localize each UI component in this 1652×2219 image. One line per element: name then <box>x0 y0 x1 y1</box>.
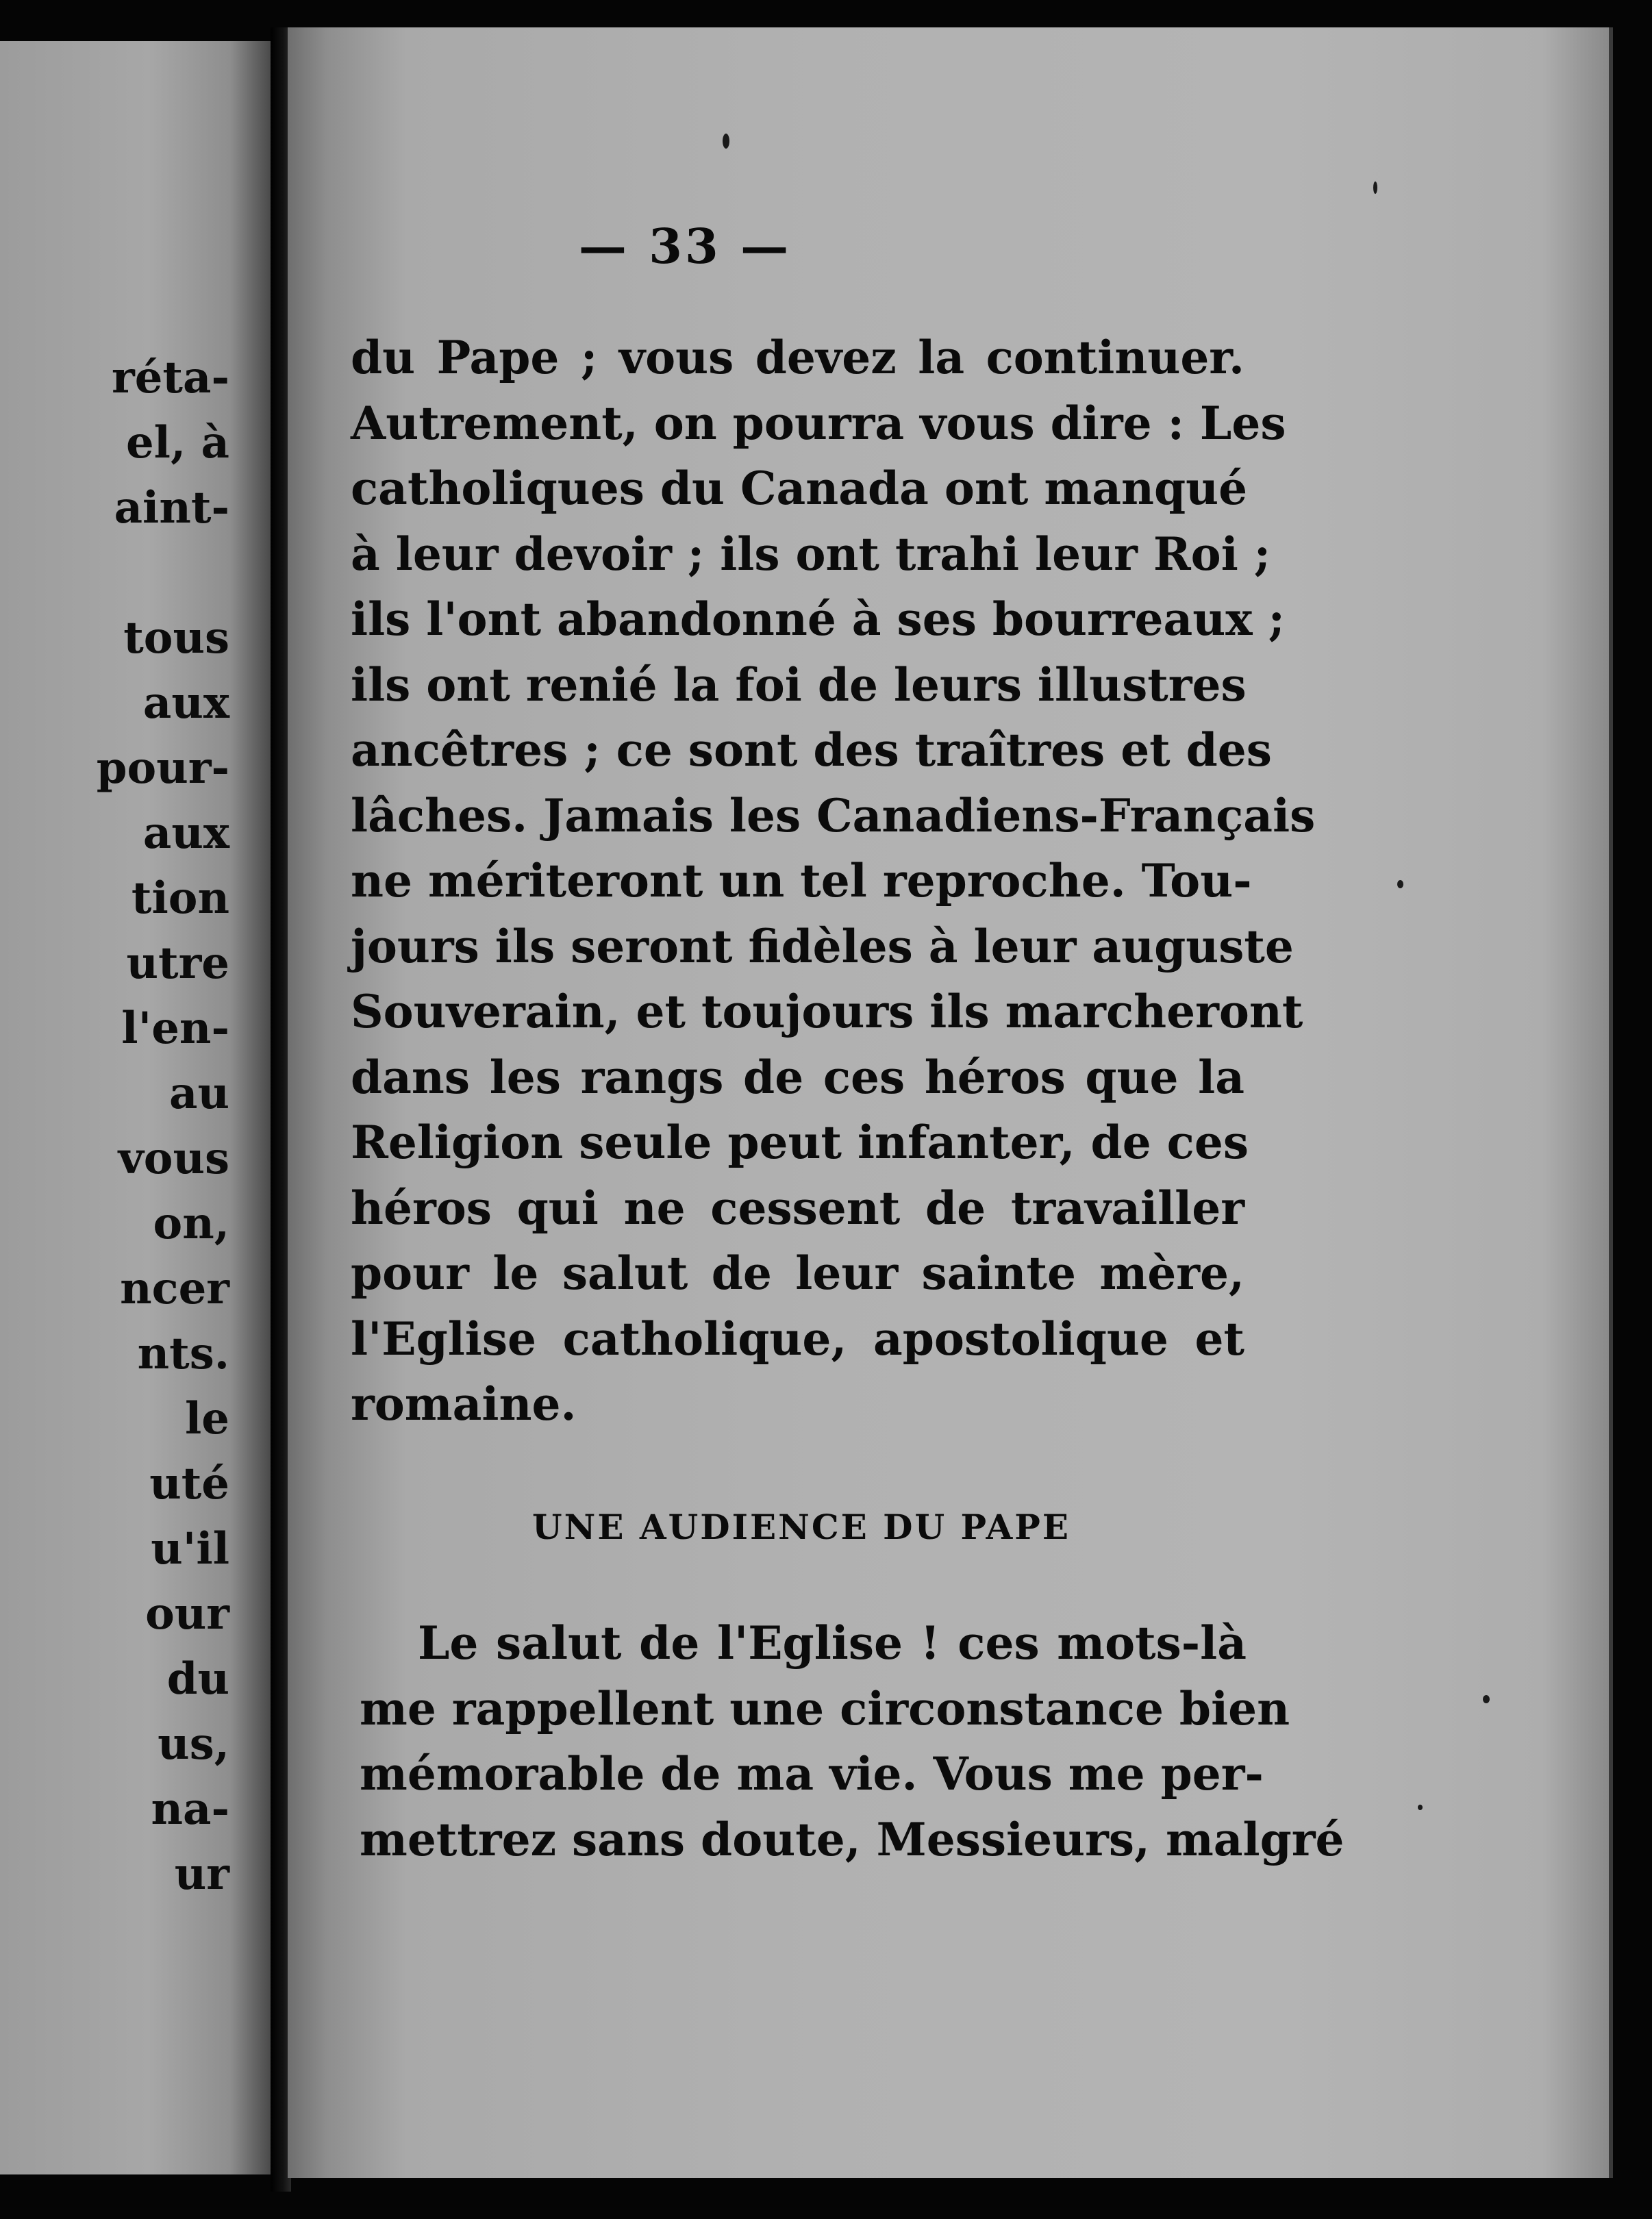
left-page-line: aux <box>142 807 229 859</box>
scan-speck <box>1483 1695 1490 1703</box>
left-page-line: aint- <box>114 482 229 534</box>
text-line: mettrez sans doute, Messieurs, malgré <box>360 1812 1344 1866</box>
left-page-line: us, <box>158 1718 229 1770</box>
left-page-line: nts. <box>137 1328 229 1379</box>
text-line: Souverain, et toujours ils marcheront <box>351 985 1303 1038</box>
scan-speck <box>1418 1805 1423 1810</box>
text-line: ne mériteront un tel reproche. Tou- <box>351 854 1252 907</box>
text-line: héros qui ne cessent de travailler <box>351 1181 1244 1235</box>
scan-speck <box>1373 181 1377 194</box>
left-page-line: tion <box>131 873 229 924</box>
scan-speck <box>1397 880 1403 888</box>
text-line: pour le salut de leur sainte mère, <box>351 1246 1244 1300</box>
text-line: à leur devoir ; ils ont trahi leur Roi ; <box>351 527 1271 581</box>
section-heading: UNE AUDIENCE DU PAPE <box>532 1507 1071 1547</box>
left-page-line: utre <box>126 938 229 989</box>
left-page-line: tous <box>123 612 229 664</box>
left-page-line: el, à <box>125 417 229 468</box>
left-page-line: on, <box>153 1198 229 1249</box>
left-page <box>0 41 271 2174</box>
left-page-line: l'en- <box>121 1003 229 1054</box>
left-page-line: uté <box>149 1458 229 1509</box>
text-line: ancêtres ; ce sont des traîtres et des <box>351 723 1272 777</box>
left-page-line: réta- <box>111 352 229 403</box>
text-line: catholiques du Canada ont manqué <box>351 462 1248 515</box>
text-line: Le salut de l'Eglise ! ces mots-là <box>418 1616 1247 1670</box>
text-line: Autrement, on pourra vous dire : Les <box>351 396 1286 450</box>
left-page-line: du <box>166 1653 229 1705</box>
left-page-line: aux <box>142 677 229 729</box>
text-line: ils l'ont abandonné à ses bourreaux ; <box>351 592 1285 646</box>
left-page-line: u'il <box>151 1523 229 1575</box>
left-page-line: le <box>184 1393 229 1444</box>
left-page-line: na- <box>151 1783 229 1835</box>
left-page-line: our <box>145 1588 229 1640</box>
left-page-line: au <box>169 1068 229 1119</box>
text-line: du Pape ; vous devez la continuer. <box>351 331 1244 384</box>
text-line: dans les rangs de ces héros que la <box>351 1050 1244 1104</box>
text-line: l'Eglise catholique, apostolique et <box>351 1312 1244 1366</box>
scan-speck <box>723 134 729 149</box>
paragraph-2 <box>360 1611 1344 1872</box>
text-line: me rappellent une circonstance bien <box>360 1681 1290 1735</box>
left-page-line: ur <box>174 1848 229 1900</box>
text-line: romaine. <box>351 1377 577 1431</box>
text-line: lâches. Jamais les Canadiens-Français <box>351 788 1316 842</box>
left-page-line: ncer <box>120 1263 229 1314</box>
left-page-line: pour- <box>96 742 229 794</box>
text-line: ils ont renié la foi de leurs illustres <box>351 657 1247 712</box>
text-line: Religion seule peut infanter, de ces <box>351 1116 1249 1169</box>
paragraph-1 <box>351 325 1316 1438</box>
text-line: jours ils seront fidèles à leur auguste <box>351 919 1294 973</box>
left-page-line: vous <box>118 1133 229 1184</box>
page-number: — 33 — <box>578 218 792 275</box>
text-line: mémorable de ma vie. Vous me per- <box>360 1747 1264 1801</box>
